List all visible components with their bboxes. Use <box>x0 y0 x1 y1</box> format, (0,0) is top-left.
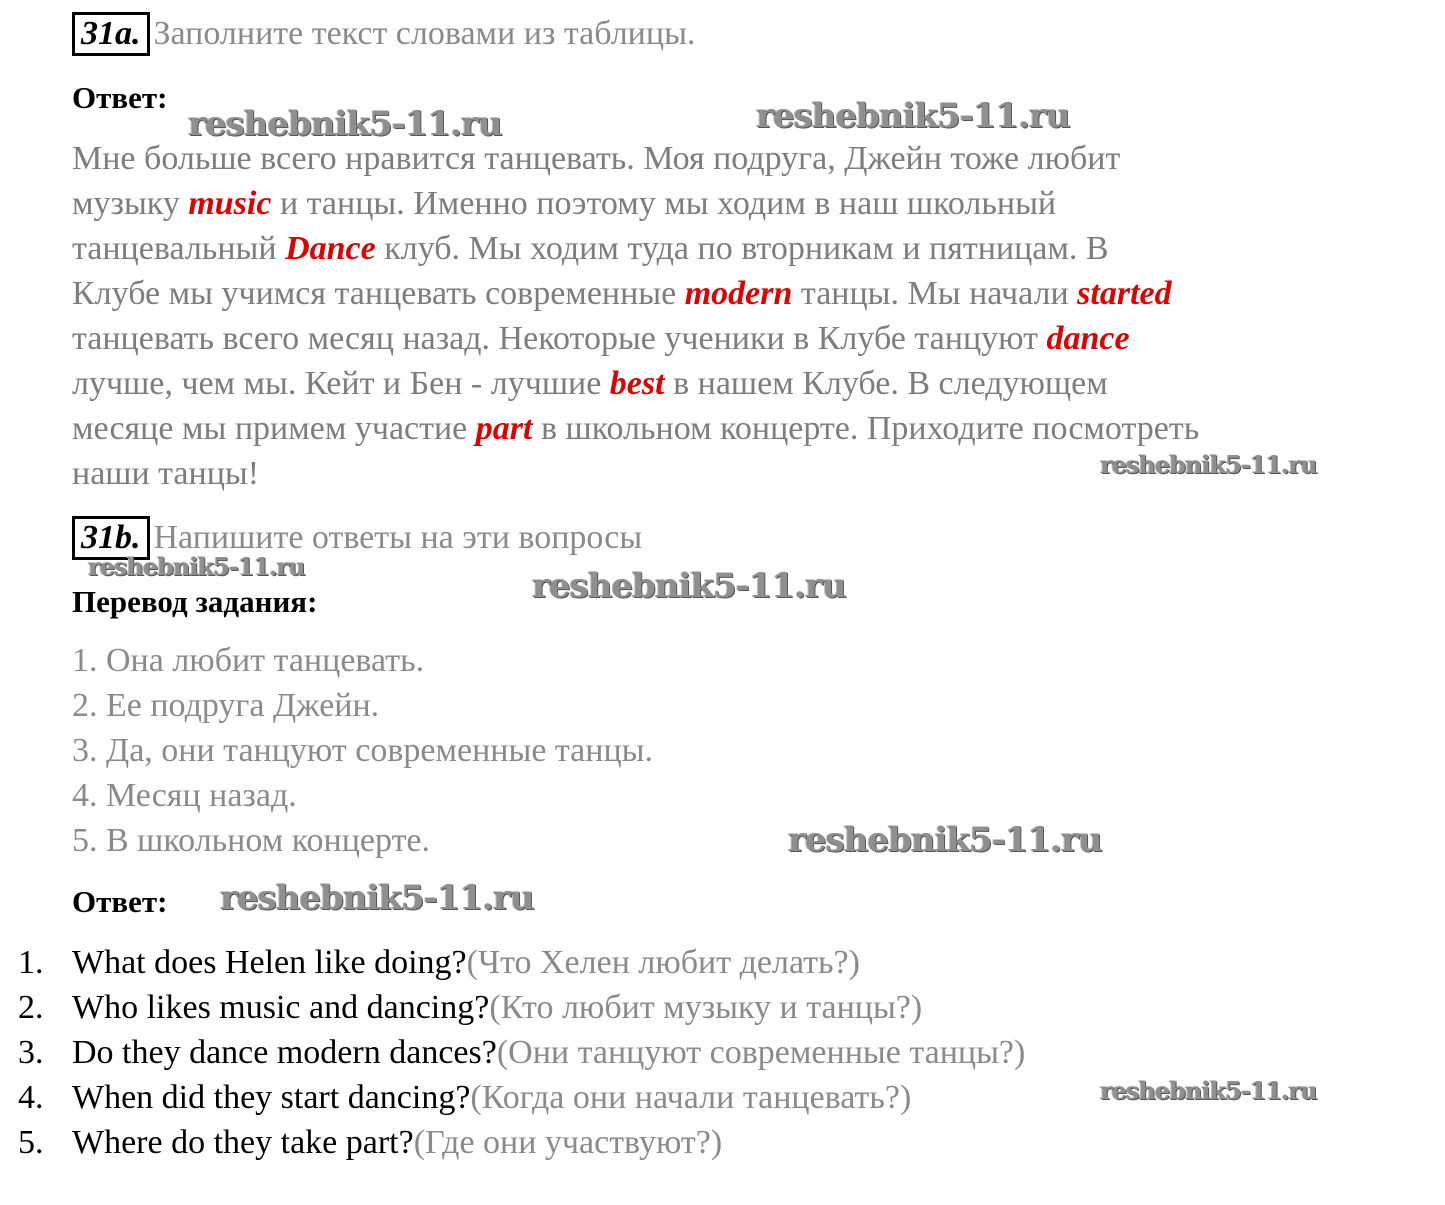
paragraph-text: танцевальный <box>72 230 286 267</box>
paragraph-line <box>72 406 1392 451</box>
paragraph-line <box>72 181 1392 226</box>
answers-list <box>18 940 1025 1165</box>
watermark-text: reshebnik5-11.ru <box>88 552 305 581</box>
watermark-text: reshebnik5-11.ru <box>1100 1076 1317 1105</box>
watermark-text: reshebnik5-11.ru <box>220 878 534 918</box>
question-russian: (Они танцуют современные танцы?) <box>496 1034 1026 1071</box>
item-number: 4. <box>18 1079 44 1116</box>
answer-word: part <box>475 410 533 447</box>
list-item <box>18 940 1025 985</box>
item-number: 3. <box>18 1034 44 1071</box>
answer-heading: Ответ: <box>72 80 168 115</box>
task-number-badge: 31b. <box>72 516 150 560</box>
answer-word: best <box>609 365 665 402</box>
watermark-text: reshebnik5-11.ru <box>756 96 1070 136</box>
list-item: 4. Месяц назад. <box>72 777 297 814</box>
task-number-badge: 31a. <box>72 12 150 56</box>
translation-list <box>72 638 653 863</box>
paragraph-text: в нашем Клубе. В следующем <box>664 365 1108 402</box>
question-english: Do they dance modern dances? <box>72 1034 497 1071</box>
question-english: Who likes music and dancing? <box>72 989 490 1026</box>
paragraph-line <box>72 271 1392 316</box>
task-instruction: Напишите ответы на эти вопросы <box>153 519 643 556</box>
list-item <box>18 1030 1025 1075</box>
paragraph-text: в школьном концерте. Приходите посмотреть <box>532 410 1200 447</box>
list-item <box>18 985 1025 1030</box>
question-russian: (Где они участвуют?) <box>413 1124 723 1161</box>
answer-word: started <box>1077 275 1172 312</box>
paragraph-text: танцы. Мы начали <box>792 275 1078 312</box>
list-item: 2. Ее подруга Джейн. <box>72 687 380 724</box>
watermark-text: reshebnik5-11.ru <box>1100 450 1317 479</box>
list-item: 3. Да, они танцуют современные танцы. <box>72 732 654 769</box>
list-item: 1. Она любит танцевать. <box>72 642 425 679</box>
paragraph-text: клуб. Мы ходим туда по вторникам и пятницам. В <box>375 230 1109 267</box>
answer-word: music <box>188 185 272 222</box>
answer-word: modern <box>684 275 793 312</box>
task-31a-header <box>72 12 695 56</box>
item-number: 1. <box>18 944 44 981</box>
paragraph-text: танцевать всего месяц назад. Некоторые ученики в Клубе танцуют <box>72 320 1047 357</box>
list-item: 5. В школьном концерте. <box>72 822 431 859</box>
paragraph-text: наши танцы! <box>72 455 260 492</box>
paragraph-text: и танцы. Именно поэтому мы ходим в наш школьный <box>271 185 1057 222</box>
task-instruction: Заполните текст словами из таблицы. <box>153 15 696 52</box>
paragraph-text: музыку <box>72 185 189 222</box>
question-english: Where do they take part? <box>72 1124 414 1161</box>
translation-heading: Перевод задания: <box>72 584 318 619</box>
question-russian: (Кто любит музыку и танцы?) <box>489 989 923 1026</box>
item-number: 5. <box>18 1124 44 1161</box>
paragraph-text: лучше, чем мы. Кейт и Бен - лучшие <box>72 365 610 402</box>
paragraph-text: месяце мы примем участие <box>72 410 476 447</box>
paragraph-text: Мне больше всего нравится танцевать. Моя подруга, Джейн тоже любит <box>72 140 1121 177</box>
paragraph-line <box>72 226 1392 271</box>
list-item <box>18 1075 1025 1120</box>
watermark-text: reshebnik5-11.ru <box>788 820 1102 860</box>
answer-paragraph <box>72 136 1392 496</box>
item-number: 2. <box>18 989 44 1026</box>
watermark-text: reshebnik5-11.ru <box>532 566 846 606</box>
question-russian: (Что Хелен любит делать?) <box>466 944 860 981</box>
answer-heading-2: Ответ: <box>72 884 168 919</box>
list-item <box>18 1120 1025 1165</box>
question-russian: (Когда они начали танцевать?) <box>470 1079 912 1116</box>
watermark-text: reshebnik5-11.ru <box>188 104 502 144</box>
answer-word: dance <box>1046 320 1130 357</box>
answer-word: Dance <box>285 230 376 267</box>
paragraph-line <box>72 361 1392 406</box>
paragraph-line <box>72 316 1392 361</box>
question-english: When did they start dancing? <box>72 1079 471 1116</box>
question-english: What does Helen like doing? <box>72 944 467 981</box>
paragraph-text: Клубе мы учимся танцевать современные <box>72 275 685 312</box>
